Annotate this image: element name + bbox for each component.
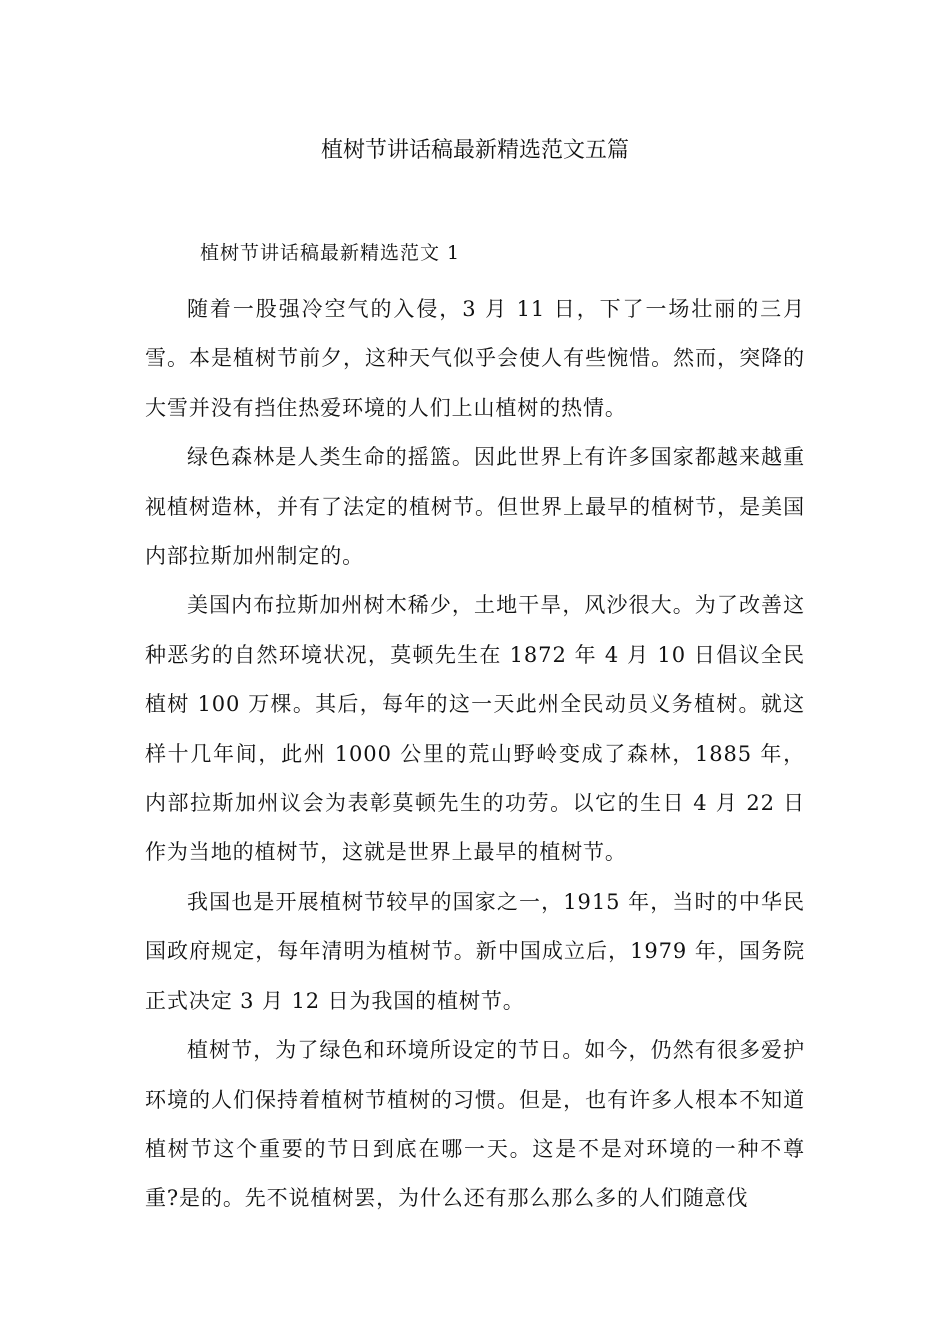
document-body — [145, 285, 805, 1224]
document-title: 植树节讲话稿最新精选范文五篇 — [320, 138, 629, 163]
paragraph-1: 随着一股强冷空气的入侵，3 月 11 日，下了一场壮丽的三月雪。本是植树节前夕，这种天气似乎会使人有些惋惜。然而，突降的大雪并没有挡住热爱环境的人们上山植树的热情。 — [145, 297, 805, 420]
paragraph-2: 绿色森林是人类生命的摇篮。因此世界上有许多国家都越来越重视植树造林，并有了法定的植树节。但世界上最早的植树节，是美国内部拉斯加州制定的。 — [145, 445, 805, 569]
paragraph-4: 我国也是开展植树节较早的国家之一，1915 年，当时的中华民国政府规定，每年清明为植树节。新中国成立后，1979 年，国务院正式决定 3 月 12 日为我国的植树节。 — [145, 889, 805, 1013]
paragraph-3: 美国内布拉斯加州树木稀少，土地干旱，风沙很大。为了改善这种恶劣的自然环境状况，莫顿先生在 1872 年 4 月 10 日倡议全民植树 100 万棵。其后，每年的这一天此州全民动员义务植树。就这样十几年间，此州 1000 公里的荒山野岭变成了森林，1885 年，内部拉斯加州议会为表彰莫顿先生的功劳。以它的生日 4 月 22 日作为当地的植树节，这就是世界上最早的植树节。 — [145, 593, 805, 865]
paragraph-5: 植树节，为了绿色和环境所设定的节日。如今，仍然有很多爱护环境的人们保持着植树节植树的习惯。但是，也有许多人根本不知道植树节这个重要的节日到底在哪一天。这是不是对环境的一种不尊重?是的。先不说植树罢，为什么还有那么那么多的人们随意伐 — [145, 1038, 805, 1211]
section-heading: 植树节讲话稿最新精选范文 1 — [200, 242, 461, 264]
